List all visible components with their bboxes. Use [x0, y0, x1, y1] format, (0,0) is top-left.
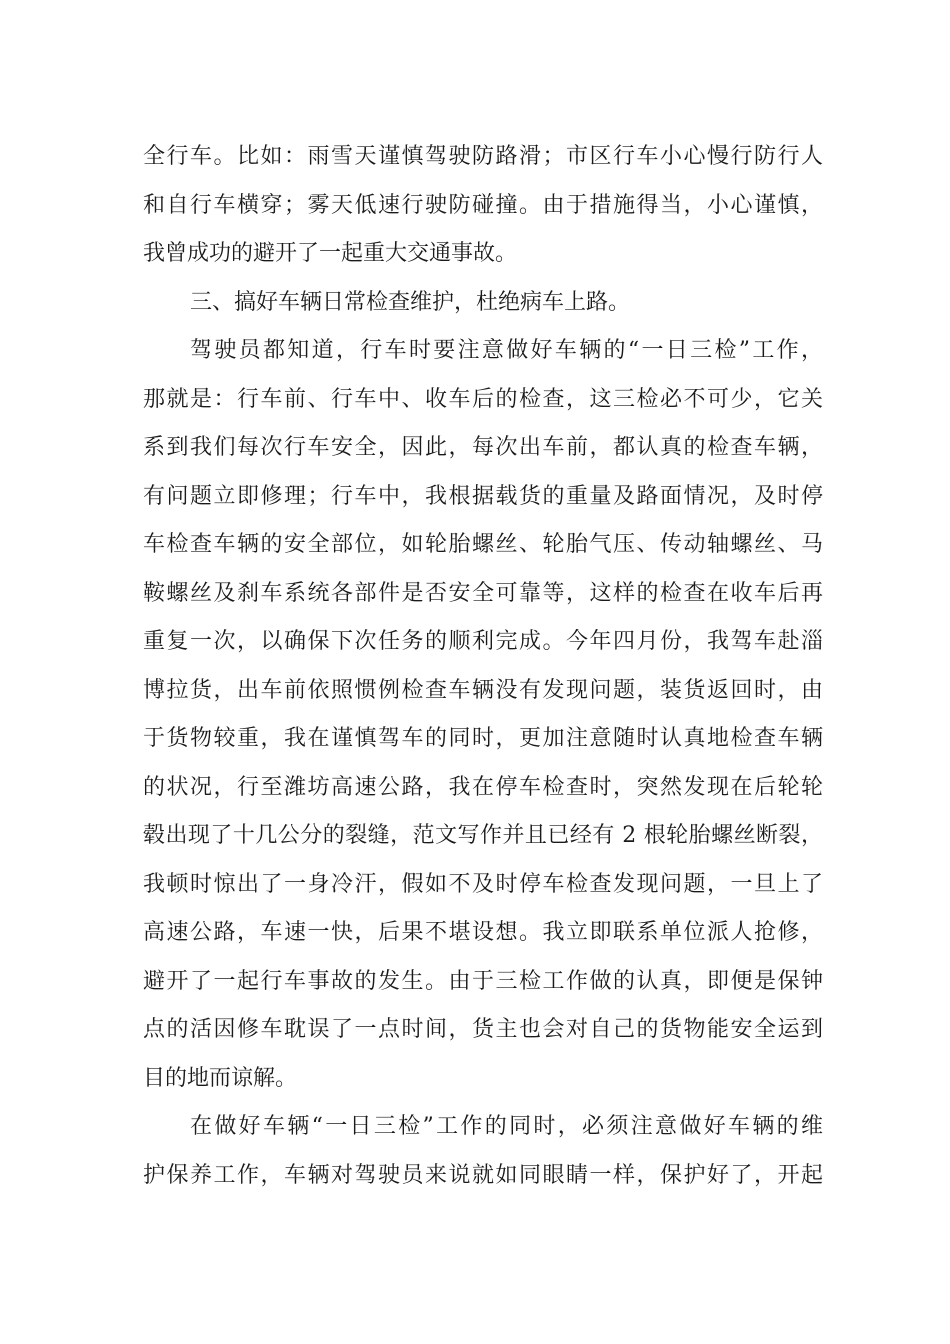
text-line: 我曾成功的避开了一起重大交通事故。 [143, 241, 518, 266]
text-line: 目的地而谅解。 [143, 1065, 298, 1091]
text-line: 的状况，行至潍坊高速公路，我在停车检查时，突然发现在后轮轮 [143, 774, 823, 800]
section-heading: 三、搞好车辆日常检查维护，杜绝病车上路。 [190, 289, 631, 315]
text-line: 毂出现了十几公分的裂缝，范文写作并且已经有 2 根轮胎螺丝断裂， [143, 823, 823, 848]
text-line: 和自行车横穿；雾天低速行驶防碰撞。由于措施得当，小心谨慎， [143, 192, 823, 218]
text-line: 点的活因修车耽误了一点时间，货主也会对自己的货物能安全运到 [143, 1017, 823, 1042]
text-line: 于货物较重，我在谨慎驾车的同时，更加注意随时认真地检查车辆 [143, 726, 823, 751]
text-line: 重复一次，以确保下次任务的顺利完成。今年四月份，我驾车赴淄 [143, 629, 823, 654]
text-line: 博拉货，出车前依照惯例检查车辆没有发现问题，装货返回时，由 [143, 677, 823, 703]
text-line: 车检查车辆的安全部位，如轮胎螺丝、轮胎气压、传动轴螺丝、马 [143, 532, 823, 557]
text-line: 护保养工作，车辆对驾驶员来说就如同眼睛一样，保护好了，开起 [143, 1162, 823, 1188]
text-line: 系到我们每次行车安全，因此，每次出车前，都认真的检查车辆， [143, 435, 823, 460]
text-line: 避开了一起行车事故的发生。由于三检工作做的认真，即便是保钟 [143, 968, 823, 994]
text-line: 鞍螺丝及刹车系统各部件是否安全可靠等，这样的检查在收车后再 [143, 580, 823, 606]
text-line: 在做好车辆“一日三检”工作的同时，必须注意做好车辆的维 [190, 1114, 823, 1139]
document-body [143, 133, 823, 1200]
text-line: 驾驶员都知道，行车时要注意做好车辆的“一日三检”工作， [190, 338, 823, 363]
text-line: 那就是：行车前、行车中、收车后的检查，这三检必不可少，它关 [143, 386, 823, 412]
text-line: 高速公路，车速一快，后果不堪设想。我立即联系单位派人抢修， [143, 920, 823, 945]
text-line: 我顿时惊出了一身冷汗，假如不及时停车检查发现问题，一旦上了 [143, 871, 823, 897]
text-line: 全行车。比如：雨雪天谨慎驾驶防路滑；市区行车小心慢行防行人 [143, 144, 823, 169]
text-line: 有问题立即修理；行车中，我根据载货的重量及路面情况，及时停 [143, 483, 823, 509]
